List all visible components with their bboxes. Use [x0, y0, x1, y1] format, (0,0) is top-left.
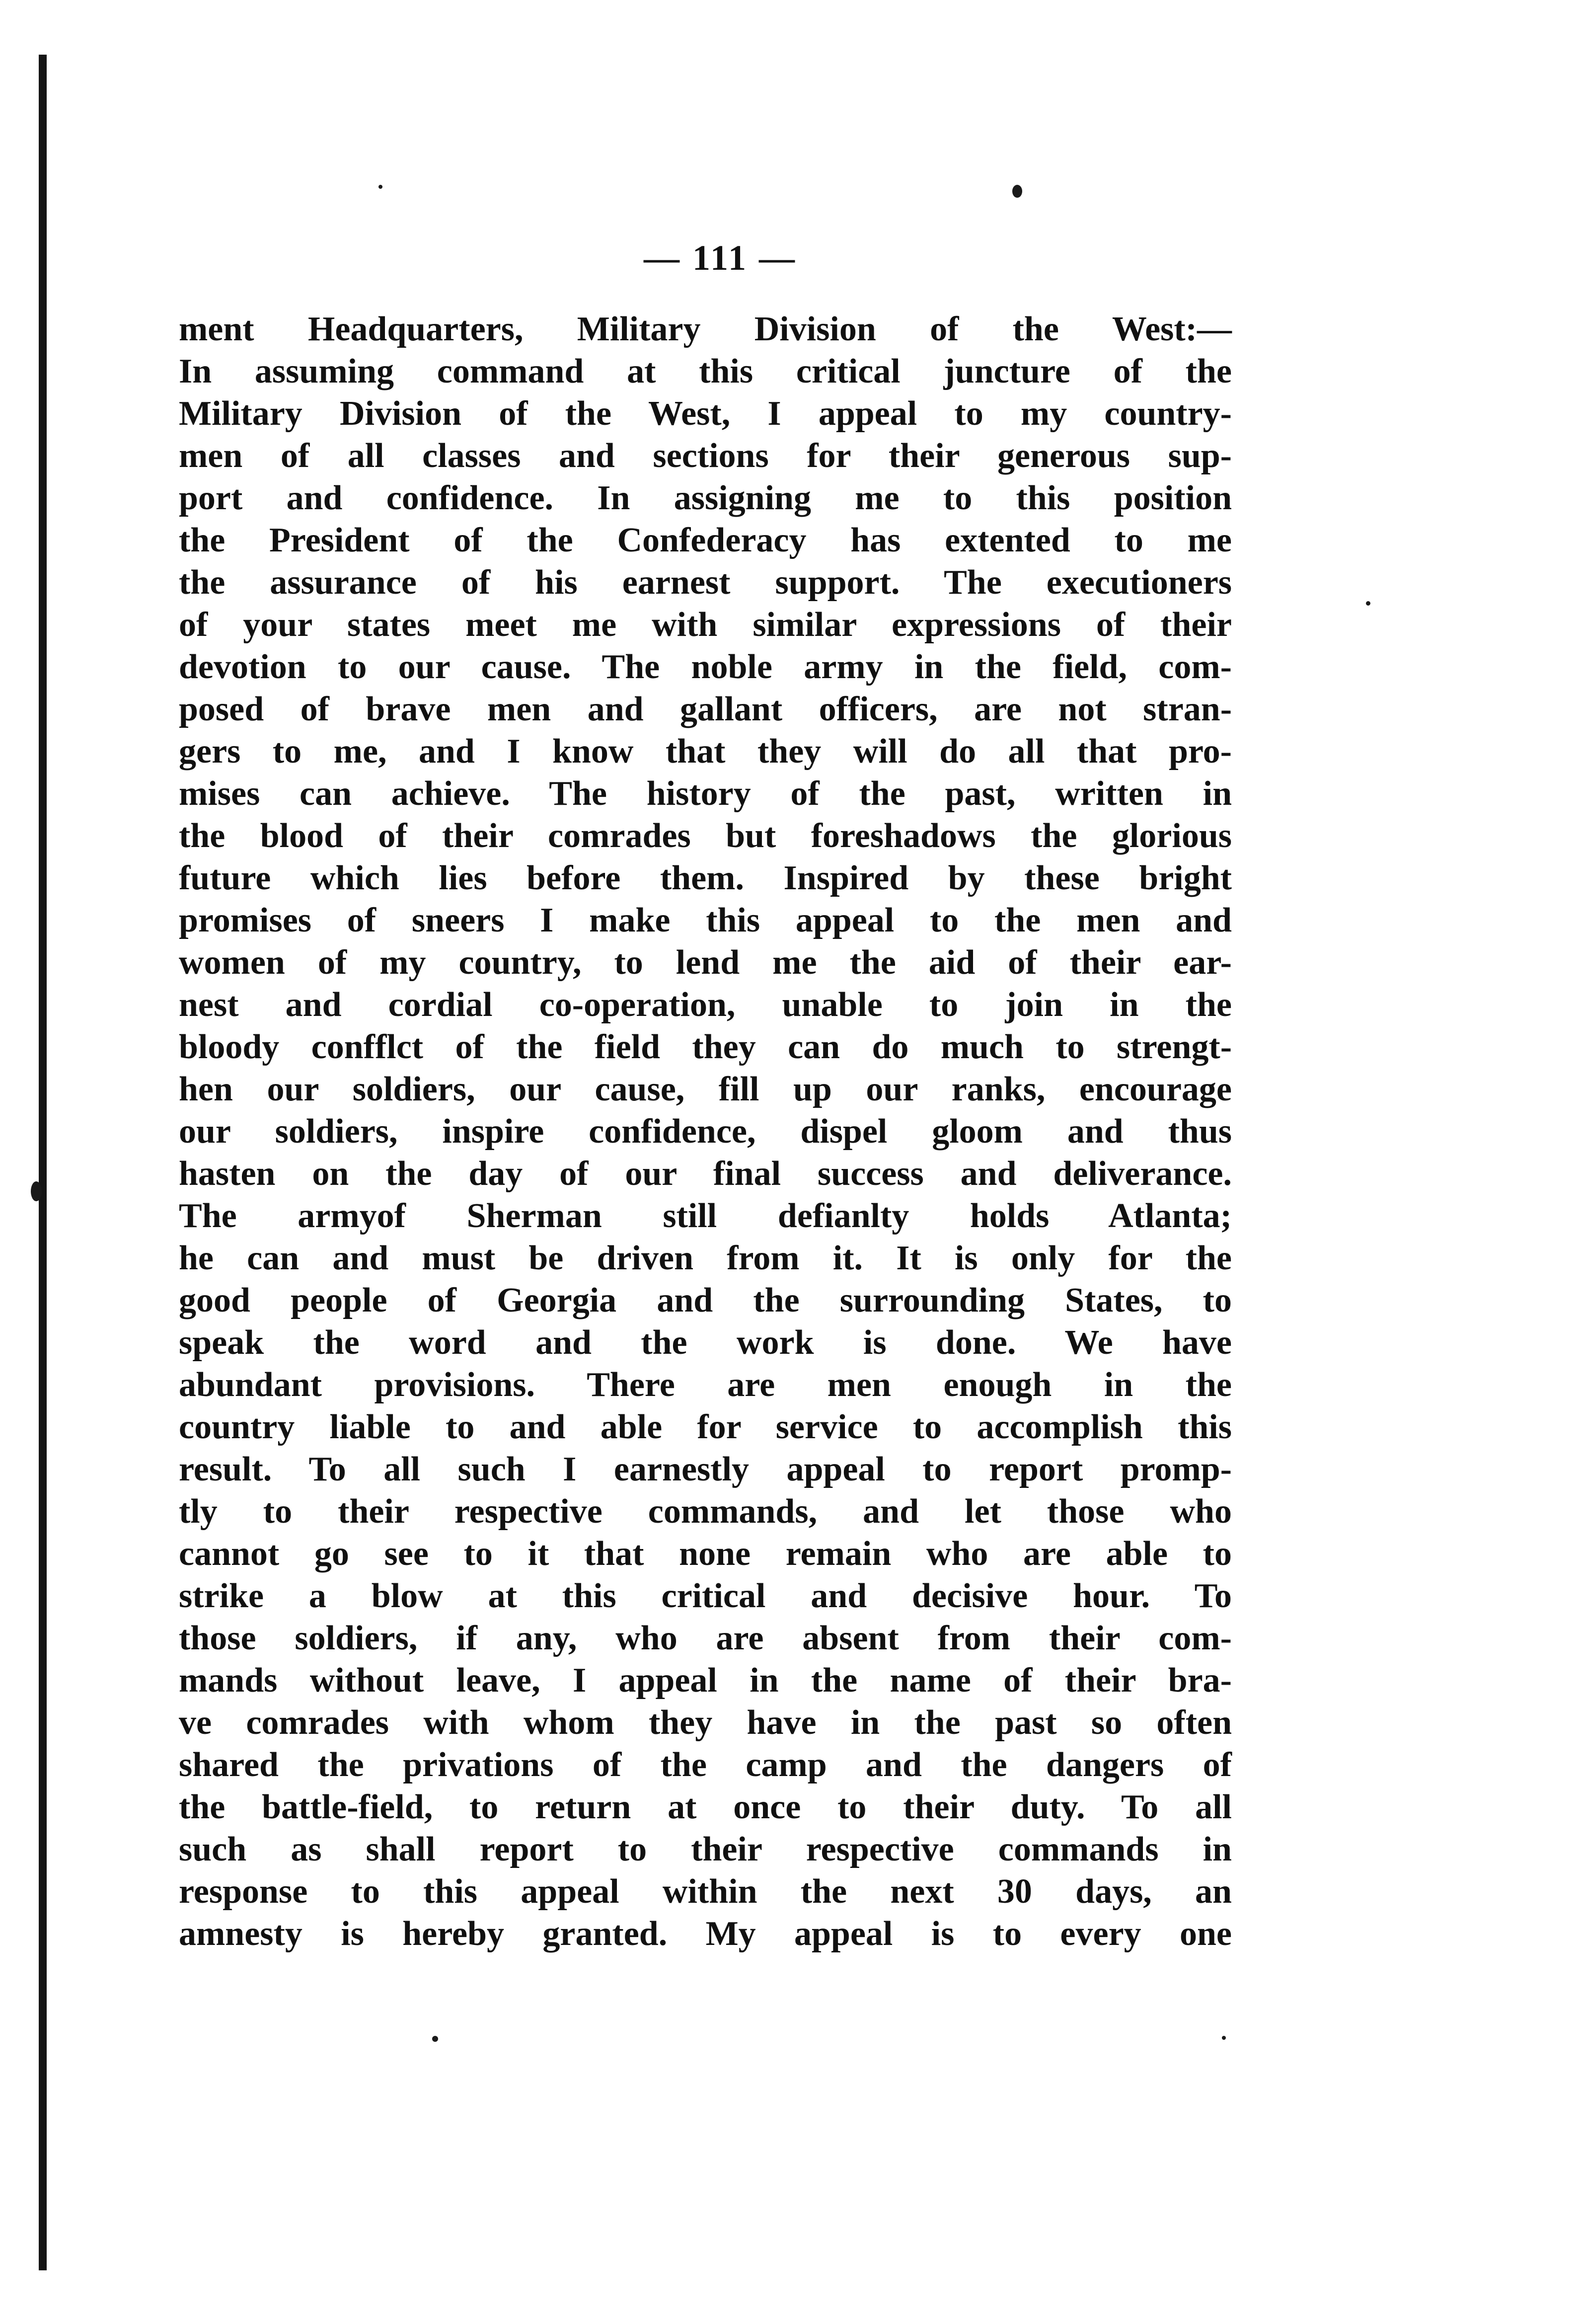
- text-line: strike a blow at this critical and decisive hour. To: [179, 1577, 1232, 1615]
- text-line: cannot go see to it that none remain who are able to: [179, 1535, 1232, 1573]
- text-line: amnesty is hereby granted. My appeal is to every one: [179, 1915, 1232, 1953]
- page-number: — 111 —: [643, 238, 797, 278]
- text-line: women of my country, to lend me the aid of their ear-: [179, 943, 1232, 982]
- text-line: posed of brave men and gallant officers, are not stran-: [179, 690, 1232, 728]
- text-line: In assuming command at this critical juncture of the: [179, 352, 1232, 390]
- text-line: country liable to and able for service to accomplish this: [179, 1408, 1232, 1446]
- text-line: speak the word and the work is done. We have: [179, 1323, 1232, 1362]
- text-line: such as shall report to their respective commands in: [179, 1830, 1232, 1868]
- ink-speck: [31, 1181, 42, 1201]
- text-line: bloody confflct of the field they can do much to strengt-: [179, 1028, 1232, 1066]
- text-line: Military Division of the West, I appeal to my country-: [179, 394, 1232, 433]
- text-line: ment Headquarters, Military Division of the West:—: [179, 310, 1232, 348]
- page-binding-edge: [39, 55, 47, 2270]
- text-line: port and confidence. In assigning me to this position: [179, 479, 1232, 517]
- text-line: response to this appeal within the next 30 days, an: [179, 1872, 1232, 1911]
- text-line: the battle-field, to return at once to their duty. To all: [179, 1788, 1232, 1826]
- ink-speck: [1366, 601, 1370, 606]
- text-line: those soldiers, if any, who are absent from their com-: [179, 1619, 1232, 1657]
- text-line: hen our soldiers, our cause, fill up our ranks, encourage: [179, 1070, 1232, 1108]
- text-line: he can and must be driven from it. It is only for the: [179, 1239, 1232, 1277]
- text-line: gers to me, and I know that they will do all that pro-: [179, 732, 1232, 771]
- text-line: of your states meet me with similar expressions of their: [179, 606, 1232, 644]
- text-line: nest and cordial co-operation, unable to join in the: [179, 986, 1232, 1024]
- text-line: tly to their respective commands, and let those who: [179, 1492, 1232, 1531]
- text-line: abundant provisions. There are men enough in the: [179, 1366, 1232, 1404]
- text-line: mands without leave, I appeal in the name of their bra-: [179, 1661, 1232, 1700]
- ink-speck: [1012, 185, 1022, 198]
- text-line: our soldiers, inspire confidence, dispel gloom and thus: [179, 1112, 1232, 1151]
- text-line: the President of the Confederacy has extented to me: [179, 521, 1232, 559]
- text-line: good people of Georgia and the surrounding States, to: [179, 1281, 1232, 1319]
- ink-speck: [432, 2036, 438, 2042]
- text-line: the assurance of his earnest support. The executioners: [179, 563, 1232, 602]
- text-line: result. To all such I earnestly appeal to report promp-: [179, 1450, 1232, 1488]
- text-line: future which lies before them. Inspired by these bright: [179, 859, 1232, 897]
- text-line: devotion to our cause. The noble army in the field, com-: [179, 648, 1232, 686]
- ink-speck: [378, 185, 382, 189]
- text-line: hasten on the day of our final success and deliverance.: [179, 1155, 1232, 1193]
- text-line: ve comrades with whom they have in the past so often: [179, 1704, 1232, 1742]
- text-line: shared the privations of the camp and the dangers of: [179, 1746, 1232, 1784]
- text-line: men of all classes and sections for their generous sup-: [179, 437, 1232, 475]
- text-line: The armyof Sherman still defianlty holds Atlanta;: [179, 1197, 1232, 1235]
- text-line: mises can achieve. The history of the past, written in: [179, 775, 1232, 813]
- ink-speck: [1222, 2036, 1226, 2040]
- text-line: the blood of their comrades but foreshadows the glorious: [179, 817, 1232, 855]
- text-line: promises of sneers I make this appeal to the men and: [179, 901, 1232, 939]
- body-text: [179, 308, 1232, 1955]
